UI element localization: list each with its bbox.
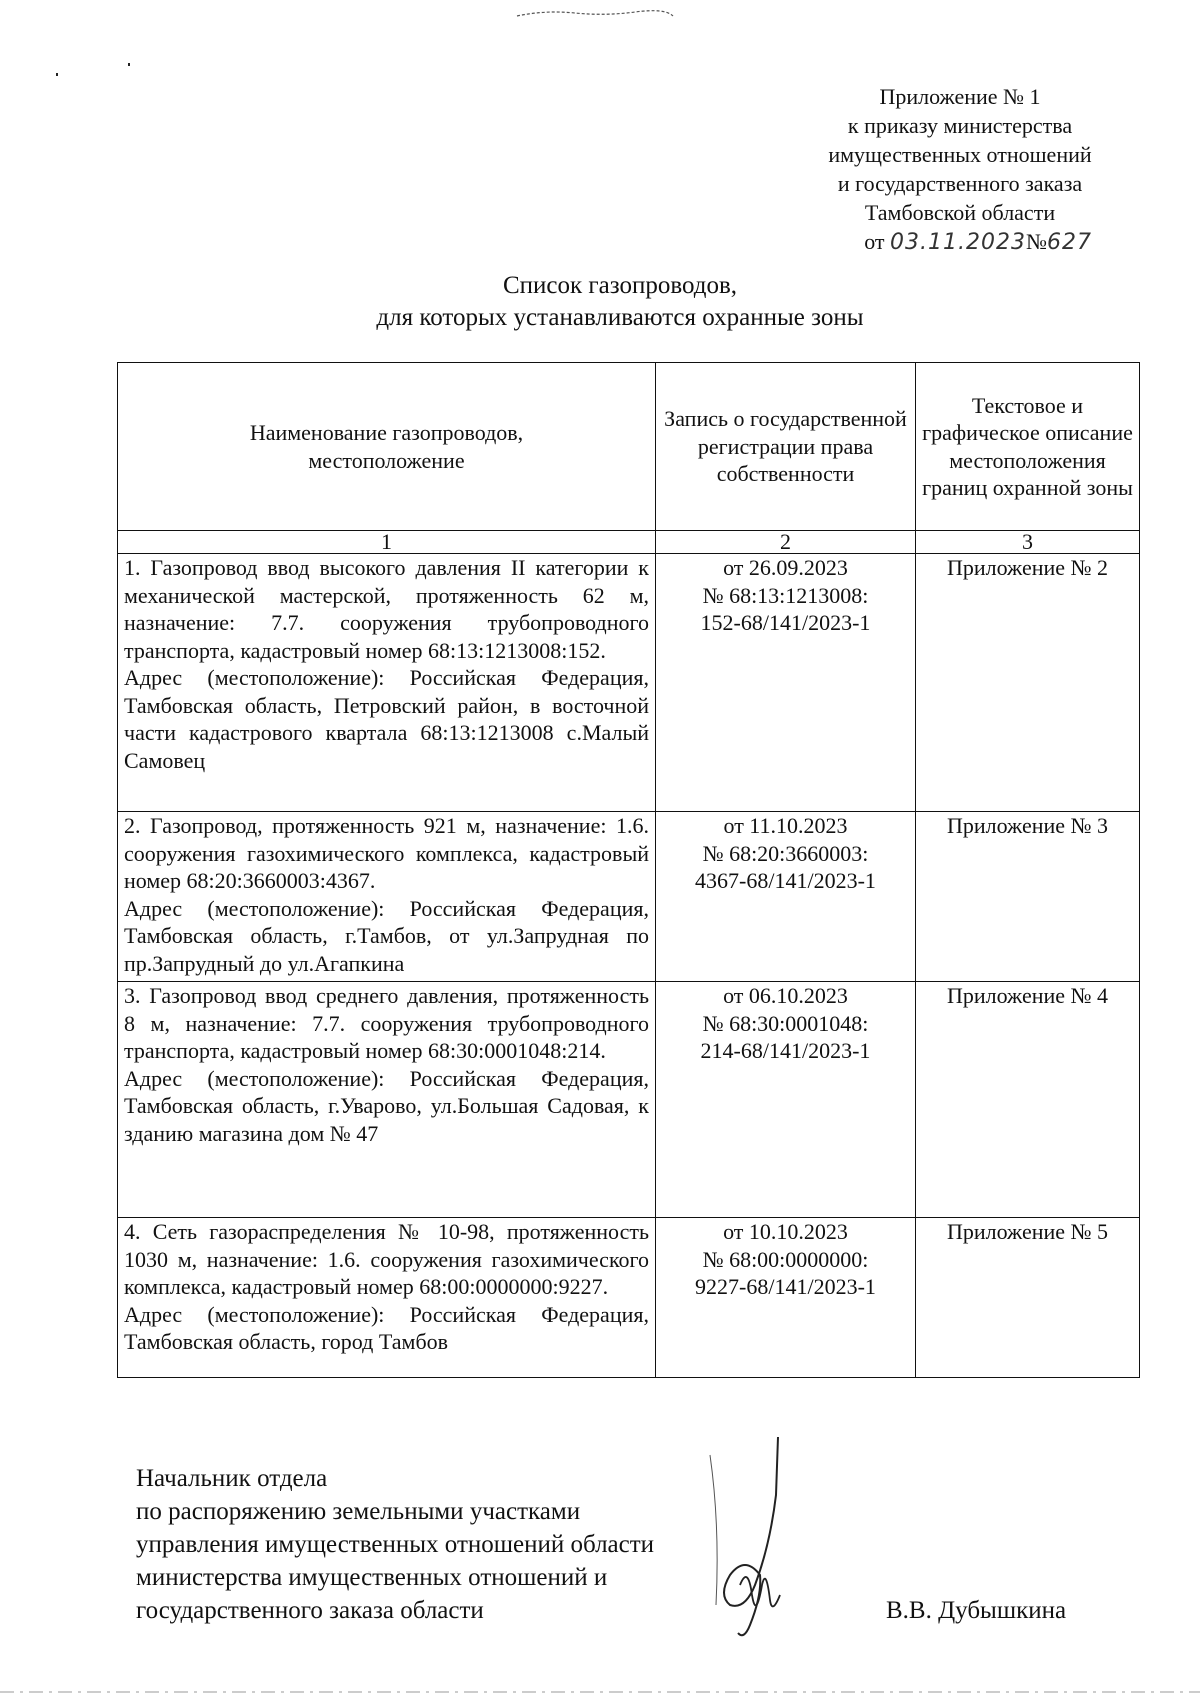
pipeline-name-cell <box>118 1218 656 1378</box>
signatory-position: управления имущественных отношений области <box>136 1531 655 1558</box>
handwritten-date: 03.11.2023 <box>890 230 1026 255</box>
scan-dot <box>128 63 130 66</box>
scan-bottom-edge <box>0 1690 1200 1694</box>
pipeline-address: Адрес (местоположение): Российская Федерация, Тамбовская область, г.Уварово, ул.Большая Садовая, к зданию магазина дом № 47 <box>124 1065 649 1146</box>
column-number: 3 <box>916 531 1140 554</box>
registration-cell <box>656 982 916 1218</box>
registration-date: от 06.10.2023 <box>723 983 848 1008</box>
signer-name: В.В. Дубышкина <box>886 1597 1067 1624</box>
column-header-description: Текстовое и графическое описание местоположения границ охранной зоны <box>916 363 1140 531</box>
registration-cell <box>656 554 916 812</box>
registration-number: № 68:20:3660003: <box>702 840 869 866</box>
appendix-line: к приказу министерства <box>847 113 1073 138</box>
pipeline-address: Адрес (местоположение): Российская Федерация, Тамбовская область, город Тамбов <box>124 1301 649 1354</box>
column-number: 2 <box>656 531 916 554</box>
pipeline-name: 1. Газопровод ввод высокого давления II категории к механической мастерской, протяженность 62 м, назначение: 7.7. сооружения трубопроводного транспорта, кадастровый номер 68:13:1213008:152. <box>124 555 649 663</box>
column-header-name: Наименование газопроводов, местоположение <box>118 363 656 531</box>
registration-number: 152-68/141/2023-1 <box>700 610 871 635</box>
pipeline-address: Адрес (местоположение): Российская Федерация, Тамбовская область, Петровский район, в восточной части кадастрового квартала 68:13:1213008 с.Малый Самовец <box>124 665 649 773</box>
table-row <box>118 812 1140 982</box>
document-title <box>200 270 1040 334</box>
pipeline-name-cell <box>118 554 656 812</box>
appendix-line: Приложение № 1 <box>879 84 1041 109</box>
title-line: для которых устанавливаются охранные зоны <box>376 304 864 331</box>
table-row <box>118 554 1140 812</box>
gas-pipelines-table <box>117 362 1140 1378</box>
date-prefix: от <box>864 229 885 254</box>
pipeline-name-cell <box>118 812 656 982</box>
appendix-line: Тамбовской области <box>864 200 1056 225</box>
handwritten-signature <box>700 1435 810 1645</box>
registration-number: № 68:30:0001048: <box>702 1010 869 1036</box>
appendix-line: имущественных отношений <box>828 142 1092 167</box>
registration-number: 214-68/141/2023-1 <box>700 1038 871 1063</box>
registration-number: 9227-68/141/2023-1 <box>695 1274 876 1299</box>
registration-number: 4367-68/141/2023-1 <box>695 868 876 893</box>
registration-date: от 26.09.2023 <box>723 555 848 580</box>
registration-number: № 68:13:1213008: <box>702 582 869 608</box>
signatory-position: министерства имущественных отношений и <box>136 1564 608 1591</box>
pipeline-name: 4. Сеть газораспределения № 10-98, протяженность 1030 м, назначение: 1.6. сооружения газохимического комплекса, кадастровый номер 68:00:0000000:9227. <box>124 1219 649 1299</box>
appendix-line: и государственного заказа <box>837 171 1083 196</box>
registration-date: от 10.10.2023 <box>723 1219 848 1244</box>
order-date-line <box>770 227 1150 257</box>
handwritten-number: 627 <box>1047 230 1092 255</box>
description-cell: Приложение № 2 <box>916 554 1140 812</box>
number-sign: № <box>1026 229 1047 254</box>
table-row <box>118 1218 1140 1378</box>
pipeline-address: Адрес (местоположение): Российская Федерация, Тамбовская область, г.Тамбов, от ул.Запрудная по пр.Запрудный до ул.Агапкина <box>124 895 649 976</box>
scan-noise <box>515 8 675 18</box>
column-header-registration: Запись о государственной регистрации права собственности <box>656 363 916 531</box>
table-header-row <box>118 363 1140 531</box>
signatory-position: государственного заказа области <box>136 1597 484 1624</box>
signature-block <box>136 1462 654 1627</box>
registration-number: № 68:00:0000000: <box>702 1246 869 1272</box>
signatory-position: Начальник отдела <box>136 1465 328 1492</box>
column-number: 1 <box>118 531 656 554</box>
registration-cell <box>656 812 916 982</box>
table-row <box>118 982 1140 1218</box>
title-line: Список газопроводов, <box>502 272 738 299</box>
pipeline-name-cell <box>118 982 656 1218</box>
pipeline-name: 2. Газопровод, протяженность 921 м, назначение: 1.6. сооружения газохимического комплекса, кадастровый номер 68:20:3660003:4367. <box>124 813 649 893</box>
signatory-position: по распоряжению земельными участками <box>136 1498 581 1525</box>
scan-dot <box>56 73 58 76</box>
description-cell: Приложение № 3 <box>916 812 1140 982</box>
column-number-row <box>118 531 1140 554</box>
registration-date: от 11.10.2023 <box>723 813 848 838</box>
registration-cell <box>656 1218 916 1378</box>
description-cell: Приложение № 4 <box>916 982 1140 1218</box>
appendix-header <box>770 82 1150 257</box>
pipeline-name: 3. Газопровод ввод среднего давления, протяженность 8 м, назначение: 7.7. сооружения трубопроводного транспорта, кадастровый номер 68:30:0001048:214. <box>124 983 649 1063</box>
description-cell: Приложение № 5 <box>916 1218 1140 1378</box>
